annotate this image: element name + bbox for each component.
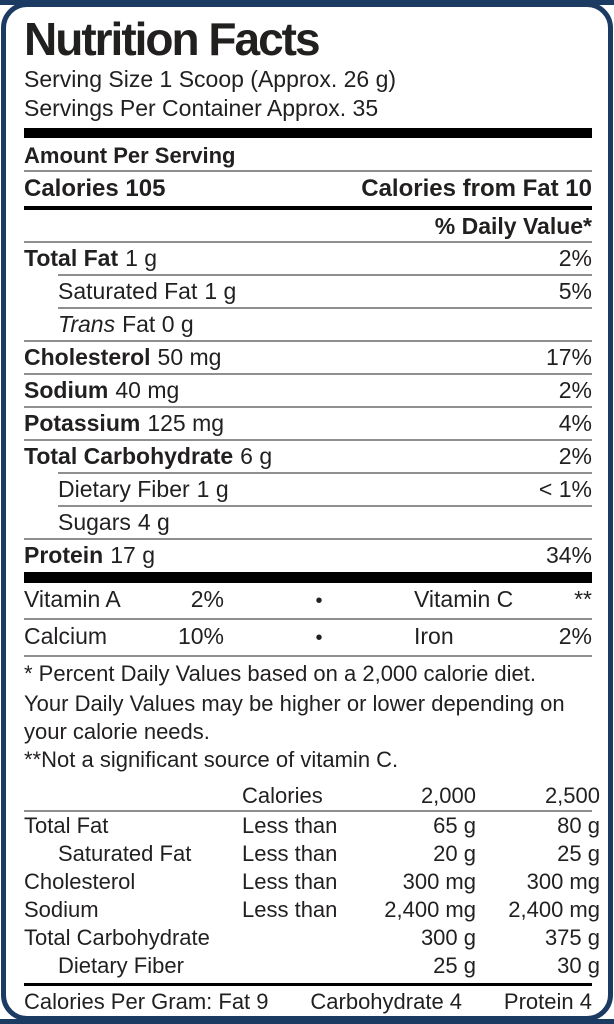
nutrient-amount: 1 g (125, 245, 158, 271)
dv-table-cell: 65 g (433, 813, 476, 838)
footnote-higher-lower: Your Daily Values may be higher or lower depending on your calorie needs. (24, 691, 565, 744)
nutrient-amount: 50 mg (157, 344, 222, 370)
nutrient-name: Dietary Fiber (58, 476, 190, 502)
nutrient-dv: 34% (545, 542, 592, 568)
footnote-not-significant: **Not a significant source of vitamin C. (24, 747, 399, 772)
vitamin-row-a-c (24, 583, 592, 618)
dv-table-cell: Less than (242, 897, 338, 922)
bullet-separator-icon: • (315, 627, 323, 649)
vitamin-name: Vitamin C (414, 586, 514, 612)
nutrient-row-saturated-fat (24, 276, 592, 307)
servings-per-container: Servings Per Container Approx. 35 (24, 95, 379, 121)
top-navy-band (0, 0, 614, 5)
dv-table-row-sodium (24, 896, 600, 924)
nutrient-name: Sodium (24, 377, 109, 403)
dv-table-cell: 25 g (557, 841, 600, 866)
nutrient-amount: 17 g (110, 542, 155, 568)
daily-values-table (24, 782, 600, 980)
vitamin-name: Calcium (24, 623, 108, 649)
nutrient-dv: 2% (558, 443, 592, 469)
nutrient-amount: 6 g (240, 443, 273, 469)
thick-divider-bar (24, 128, 592, 138)
dv-table-cell: 2,000 (420, 783, 476, 808)
dv-table-cell: 375 g (544, 925, 600, 950)
dv-table-cell: 2,400 mg (508, 897, 600, 922)
vitamin-value: 10% (177, 623, 224, 649)
amount-per-serving-heading: Amount Per Serving (24, 143, 236, 168)
nutrient-amount: 125 mg (147, 410, 225, 436)
dv-table-cell: 30 g (557, 953, 600, 978)
nutrient-dv: 5% (558, 278, 592, 304)
nutrient-name: Trans (58, 311, 116, 337)
black-divider (24, 983, 592, 986)
nutrient-row-sugars (24, 507, 592, 538)
nutrient-amount: 1 g (204, 278, 237, 304)
nutrition-facts-label (1, 2, 613, 1021)
dv-table-row-total-carbohydrate (24, 924, 600, 952)
calories-row (24, 172, 592, 205)
bullet-separator-icon: • (315, 590, 323, 612)
dv-table-cell: 25 g (433, 953, 476, 978)
dv-table-cell: Sodium (24, 897, 99, 922)
divider (24, 655, 592, 657)
nutrient-row-trans-fat (24, 309, 592, 340)
dv-table-cell: Total Fat (24, 813, 109, 838)
dv-table-cell: Less than (242, 869, 338, 894)
calories-value: Calories 105 (24, 175, 166, 202)
nutrient-row-sodium (24, 375, 592, 406)
dv-table-row-cholesterol (24, 868, 600, 896)
calories-per-gram-carbohydrate: Carbohydrate 4 (310, 989, 463, 1014)
nutrient-dv: 17% (545, 344, 592, 370)
nutrient-row-potassium (24, 408, 592, 439)
daily-value-header: % Daily Value* (434, 213, 592, 239)
nutrient-dv: 2% (558, 377, 592, 403)
nutrient-row-cholesterol (24, 342, 592, 373)
dv-table-cell: 2,400 mg (384, 897, 476, 922)
nutrient-name: Saturated Fat (58, 278, 198, 304)
calories-per-gram-protein: Protein 4 (503, 989, 592, 1014)
vitamin-name: Iron (414, 623, 454, 649)
dv-table-row-total-fat (24, 812, 600, 840)
bottom-navy-band (0, 1019, 614, 1024)
nutrient-row-dietary-fiber (24, 474, 592, 505)
dv-table-cell: 20 g (433, 841, 476, 866)
vitamin-name: Vitamin A (24, 586, 121, 612)
dv-table-cell: Less than (242, 813, 338, 838)
nutrient-amount: Fat 0 g (122, 311, 194, 337)
vitamin-value: 2% (558, 623, 592, 649)
nutrient-dv: 2% (558, 245, 592, 271)
nutrient-row-total-fat (24, 243, 592, 274)
nutrient-amount: 40 mg (115, 377, 180, 403)
nutrient-row-total-carbohydrate (24, 441, 592, 472)
dv-table-cell: Cholesterol (24, 869, 136, 894)
nutrient-name: Potassium (24, 410, 141, 436)
calories-per-gram-row (24, 987, 592, 1016)
dv-table-cell: 300 g (420, 925, 476, 950)
nutrient-name: Sugars (58, 509, 131, 535)
nutrient-name: Total Carbohydrate (24, 443, 234, 469)
vitamin-value: ** (574, 586, 592, 612)
dv-table-cell: Calories (242, 783, 323, 808)
dv-table-row-dietary-fiber (24, 952, 600, 980)
serving-size: Serving Size 1 Scoop (Approx. 26 g) (24, 66, 397, 92)
dv-table-row-saturated-fat (24, 840, 600, 868)
dv-table-cell: 300 mg (402, 869, 476, 894)
nutrient-amount: 1 g (196, 476, 229, 502)
dv-table-cell: Total Carbohydrate (24, 925, 210, 950)
dv-table-header (24, 782, 600, 810)
calories-per-gram-fat: Calories Per Gram: Fat 9 (24, 989, 269, 1014)
nutrient-dv: 4% (558, 410, 592, 436)
nutrient-amount: 4 g (137, 509, 170, 535)
nutrient-row-protein (24, 540, 592, 571)
dv-table-cell: Less than (242, 841, 338, 866)
nutrient-name: Protein (24, 542, 104, 568)
nutrient-name: Total Fat (24, 245, 119, 271)
dv-table-cell: 2,500 (544, 783, 600, 808)
nutrient-name: Cholesterol (24, 344, 151, 370)
vitamin-value: 2% (190, 586, 224, 612)
label-title: Nutrition Facts (24, 13, 319, 65)
footnote-percent-dv: * Percent Daily Values based on a 2,000 calorie diet. (24, 661, 537, 686)
thick-divider-bar (24, 572, 592, 583)
medium-divider (24, 206, 592, 210)
dv-table-cell: Dietary Fiber (58, 953, 184, 978)
dv-table-cell: 300 mg (526, 869, 600, 894)
dv-table-cell: Saturated Fat (58, 841, 192, 866)
vitamin-row-calcium-iron (24, 620, 592, 655)
nutrient-dv: < 1% (538, 476, 592, 502)
calories-from-fat: Calories from Fat 10 (361, 175, 592, 202)
dv-table-cell: 80 g (557, 813, 600, 838)
